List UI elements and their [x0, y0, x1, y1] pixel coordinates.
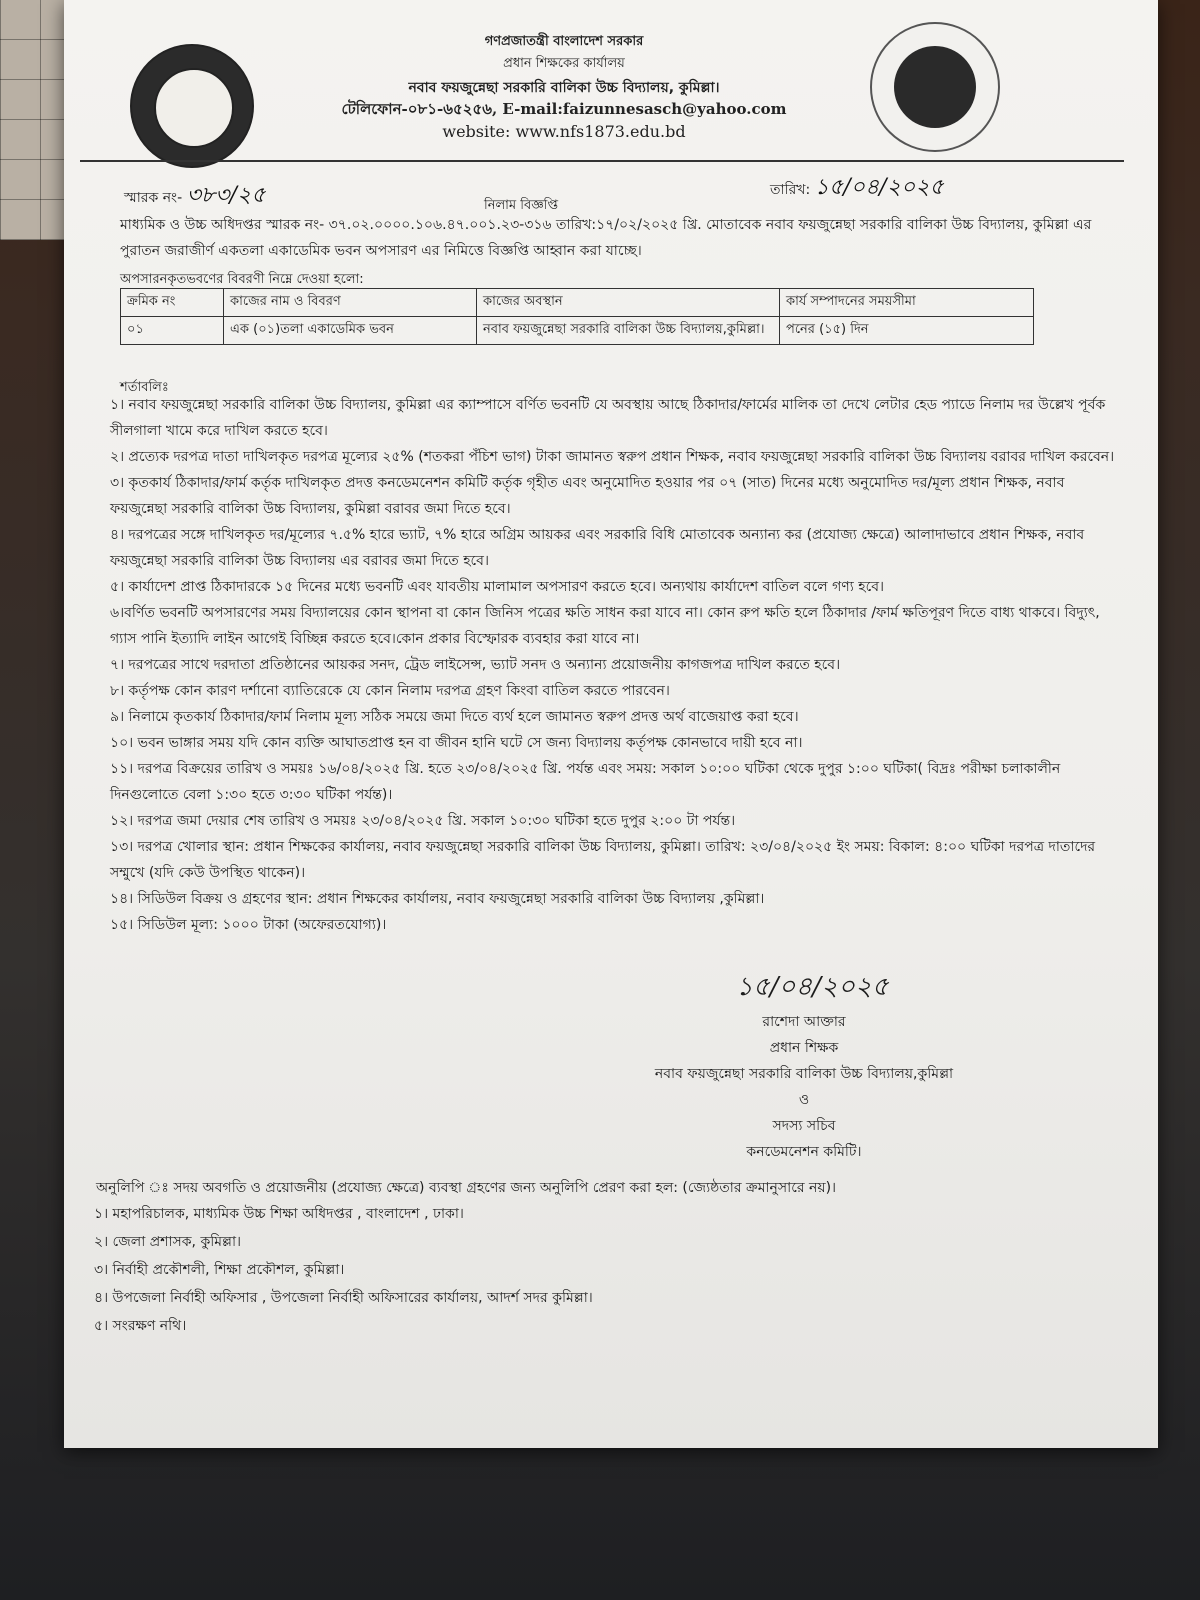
term-item: ৭। দরপত্রের সাথে দরদাতা প্রতিষ্ঠানের আয়কর সনদ, ট্রেড লাইসেন্স, ভ্যাট সনদ ও অন্যান্য প্রয়োজনীয় কাগজপত্র দাখিল করতে হবে। [110, 657, 841, 673]
term-item: ১৪। সিডিউল বিক্রয় ও গ্রহণের স্থান: প্রধান শিক্ষকের কার্যালয়, নবাব ফয়জুন্নেছা সরকারি বালিকা উচ্চ বিদ্যালয় ,কুমিল্লা। [110, 891, 765, 907]
term-item: ৫। কার্যাদেশ প্রাপ্ত ঠিকাদারকে ১৫ দিনের মধ্যে ভবনটি এবং যাবতীয় মালামাল অপসারণ করতে হবে। অন্যথায় কার্যাদেশ বাতিল বলে গণ্য হবে। [110, 579, 885, 595]
term-item: ১১। দরপত্র বিক্রয়ের তারিখ ও সময়ঃ ১৬/০৪/২০২৫ খ্রি. হতে ২৩/০৪/২০২৫ খ্রি. পর্যন্ত এবং সময়: সকাল ১০:০০ ঘটিকা থেকে দুপুর ১:০০ ঘটিকা( বিদ্রঃ পরীক্ষা চলাকালীন দিনগুলোতে বেলা ১:৩০ হতে ৩:৩০ ঘটিকা পর্যন্ত)। [110, 761, 1061, 803]
signatory-role: সদস্য সচিব [772, 1118, 836, 1134]
table-header: কাজের নাম ও বিবরণ [224, 289, 477, 317]
copy-intro: অনুলিপি ঃ সদয় অবগতি ও প্রয়োজনীয় (প্রযোজ্য ক্ষেত্রে) ব্যবস্থা গ্রহণের জন্য অনুলিপি প্রেরণ করা হল: (জ্যেষ্ঠতার ক্রমানুসারে নয়)। [96, 1180, 837, 1196]
copy-item: ২। জেলা প্রশাসক, কুমিল্লা। [94, 1234, 242, 1250]
terms-list [110, 392, 1120, 938]
school-emblem-icon [154, 68, 234, 148]
copy-list [94, 1200, 593, 1340]
header-office: প্রধান শিক্ষকের কার্যালয় [503, 56, 625, 71]
table-cell: পনের (১৫) দিন [780, 317, 1034, 345]
signatory-committee: কনডেমনেশন কমিটি। [746, 1144, 862, 1160]
government-seal-logo [870, 22, 1000, 152]
table-intro: অপসারনকৃতভবণের বিবরণী নিম্নে দেওয়া হলো: [120, 272, 364, 287]
copy-item: ৪। উপজেলা নির্বাহী অফিসার , উপজেলা নির্বাহী অফিসারের কার্যালয়, আদর্শ সদর কুমিল্লা। [94, 1290, 593, 1306]
term-item: ১৩। দরপত্র খোলার স্থান: প্রধান শিক্ষকের কার্যালয়, নবাব ফয়জুন্নেছা সরকারি বালিকা উচ্চ বিদ্যালয়, কুমিল্লা। তারিখ: ২৩/০৪/২০২৫ ইং সময়: বিকাল: ৪:০০ ঘটিকা দরপত্র দাতাদের সম্মুখে (যদি কেউ উপস্থিত থাকেন)। [110, 839, 1096, 881]
term-item: ৮। কর্তৃপক্ষ কোন কারণ দর্শানো ব্যাতিরেকে যে কোন নিলাম দরপত্র গ্রহণ কিংবা বাতিল করতে পারবেন। [110, 683, 670, 699]
date-value: ১৫/০৪/২০২৫ [814, 175, 944, 200]
notice-document [64, 0, 1158, 1448]
term-item: ৩। কৃতকার্য ঠিকাদার/ফার্ম কর্তৃক দাখিলকৃত প্রদত্ত কনডেমনেশন কমিটি কর্তৃক গৃহীত এবং অনুমোদিত হওয়ার পর ০৭ (সাত) দিনের মধ্যে অনুমোদিত দর/মূল্য প্রধান শিক্ষক, নবাব ফয়জুন্নেছা সরকারি বালিকা উচ্চ বিদ্যালয়, কুমিল্লা বরাবর জমা দিতে হবে। [110, 475, 1065, 517]
header-divider [80, 160, 1124, 162]
date-label: তারিখ: [770, 182, 811, 198]
table-row [121, 317, 1034, 345]
notice-title: নিলাম বিজ্ঞপ্তি [484, 198, 559, 213]
term-item: ২। প্রত্যেক দরপত্র দাতা দাখিলকৃত দরপত্র মূল্যের ২৫% (শতকরা পঁচিশ ভাগ) টাকা জামানত স্বরুপ প্রধান শিক্ষক, নবাব ফয়জুন্নেছা সরকারি বালিকা উচ্চ বিদ্যালয় বরাবর দাখিল করবেন। [110, 449, 1115, 465]
term-item: ৪। দরপত্রের সঙ্গে দাখিলকৃত দর/মূল্যের ৭.৫% হারে ভ্যাট, ৭% হারে অগ্রিম আয়কর এবং সরকারি বিধি মোতাবেক অন্যান্য কর (প্রযোজ্য ক্ষেত্রে) আলাদাভাবে প্রধান শিক্ষক, নবাব ফয়জুন্নেছা সরকারি বালিকা উচ্চ বিদ্যালয় এর বরাবর জমা দিতে হবে। [110, 527, 1085, 569]
header-contact: টেলিফোন-০৮১-৬৫২৫৬, E-mail:faizunnesasch@yahoo.com [341, 100, 787, 118]
term-item: ৯। নিলামে কৃতকার্য ঠিকাদার/ফার্ম নিলাম মূল্য সঠিক সময়ে জমা দিতে ব্যর্থ হলে জামানত স্বরুপ প্রদত্ত অর্থ বাজেয়াপ্ত করা হবে। [110, 709, 799, 725]
term-item: ১। নবাব ফয়জুন্নেছা সরকারি বালিকা উচ্চ বিদ্যালয়, কুমিল্লা এর ক্যাম্পাসে বর্ণিত ভবনটি যে অবস্থায় আছে ঠিকাদার/ফার্মের মালিক তা দেখে লেটার হেড প্যাডে নিলাম দর উল্লেখ পূর্বক সীলগালা খামে করে দাখিল করতে হবে। [110, 397, 1106, 439]
table-cell: নবাব ফয়জুন্নেছা সরকারি বালিকা উচ্চ বিদ্যালয়,কুমিল্লা। [477, 317, 780, 345]
signatory-title: প্রধান শিক্ষক [769, 1040, 839, 1056]
memo-label: স্মারক নং- [124, 190, 183, 206]
copy-item: ৩। নির্বাহী প্রকৌশলী, শিক্ষা প্রকৌশল, কুমিল্লা। [94, 1262, 345, 1278]
term-item: ১৫। সিডিউল মূল্য: ১০০০ টাকা (অফেরতযোগ্য)। [110, 917, 387, 933]
table-header-row [121, 289, 1034, 317]
school-seal-logo [130, 44, 254, 168]
signatory-name: রাশেদা আক্তার [762, 1014, 846, 1030]
intro-paragraph: মাধ্যমিক ও উচ্চ অধিদপ্তর স্মারক নং- ৩৭.০২.০০০০.১০৬.৪৭.০০১.২৩-৩১৬ তারিখ:১৭/০২/২০২৫ খ্রি. মোতাবেক নবাব ফয়জুন্নেছা সরকারি বালিকা উচ্চ বিদ্যালয়, কুমিল্লা এর পুরাতন জরাজীর্ণ একতলা একাডেমিক ভবন অপসারণ এর নিমিত্তে বিজ্ঞপ্তি আহ্বান করা যাচ্ছে। [120, 217, 1092, 259]
table-cell: এক (০১)তলা একাডেমিক ভবন [224, 317, 477, 345]
copy-item: ৫। সংরক্ষণ নথি। [94, 1318, 187, 1334]
table-header: ক্রমিক নং [121, 289, 224, 317]
term-item: ১২। দরপত্র জমা দেয়ার শেষ তারিখ ও সময়ঃ ২৩/০৪/২০২৫ খ্রি. সকাল ১০:৩০ ঘটিকা হতে দুপুর ২:০০ টা পর্যন্ত। [110, 813, 736, 829]
notice-date [770, 170, 944, 207]
signatory-school: নবাব ফয়জুন্নেছা সরকারি বালিকা উচ্চ বিদ্যালয়,কুমিল্লা [654, 1066, 954, 1082]
term-item: ৬।বর্ণিত ভবনটি অপসারণের সময় বিদ্যালয়ের কোন স্থাপনা বা কোন জিনিস পত্রের ক্ষতি সাধন করা যাবে না। কোন রুপ ক্ষতি হলে ঠিকাদার /ফার্ম ক্ষতিপূরণ দিতে বাধ্য থাকবে। বিদ্যুৎ, গ্যাস পানি ইত্যাদি লাইন আগেই বিচ্ছিন্ন করতে হবে।কোন প্রকার বিস্ফোরক ব্যবহার করা যাবে না। [110, 605, 1100, 647]
header-govt: গণপ্রজাতন্ত্রী বাংলাদেশ সরকার [484, 34, 644, 49]
terms-heading: শর্তাবলিঃ [120, 380, 169, 395]
table-header: কাজের অবস্থান [477, 289, 780, 317]
memo-value: ৩৮৩/২৫ [186, 183, 266, 208]
table-cell: ০১ [121, 317, 224, 345]
term-item: ১০। ভবন ভাঙ্গার সময় যদি কোন ব্যক্তি আঘাতপ্রাপ্ত হন বা জীবন হানি ঘটে সে জন্য বিদ্যালয় কর্তৃপক্ষ কোনভাবে দায়ী হবে না। [110, 735, 803, 751]
signatory-and: ও [798, 1092, 810, 1108]
signature-handwritten: ১৫/০৪/২০২৫ [736, 972, 889, 1002]
table-header: কার্য সম্পাদনের সময়সীমা [780, 289, 1034, 317]
header-website: website: www.nfs1873.edu.bd [442, 122, 686, 141]
header-school: নবাব ফয়জুন্নেছা সরকারি বালিকা উচ্চ বিদ্যালয়, কুমিল্লা। [408, 80, 720, 96]
copy-item: ১। মহাপরিচালক, মাধ্যমিক উচ্চ শিক্ষা অধিদপ্তর , বাংলাদেশ , ঢাকা। [94, 1206, 464, 1222]
bangladesh-map-icon [894, 46, 976, 128]
memo-number [124, 178, 265, 215]
works-table [120, 288, 1034, 345]
